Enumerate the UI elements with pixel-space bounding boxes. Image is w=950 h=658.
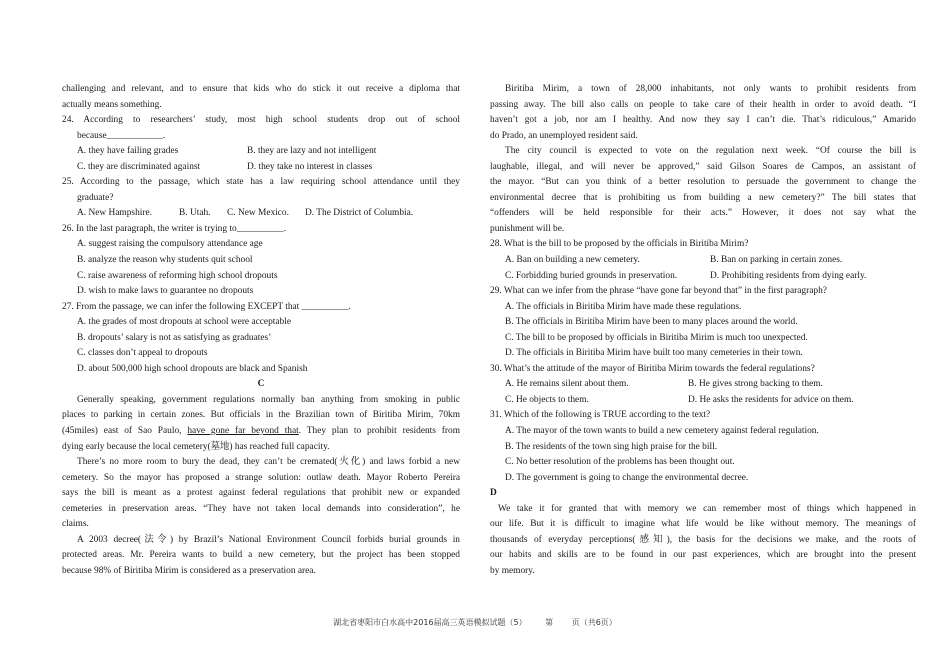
question-stem: 25. According to the passage, which state has a law requiring school attendance until they xyxy=(62,177,460,188)
underlined-phrase: have gone far beyond that xyxy=(187,426,299,437)
option-c: C. No better resolution of the problems has been thought out. xyxy=(505,457,735,468)
footer-page-prefix: 第 xyxy=(545,618,554,627)
text-line: Biritiba Mirim, a town of 28,000 inhabitants, not only wants to prohibit residents from xyxy=(505,84,916,94)
text-line: There’s no more room to bury the dead, they can’t be cremated(火化) and laws forbid a new xyxy=(77,457,460,468)
option-c: C. New Mexico. xyxy=(227,208,289,219)
text-line: passing away. The bill also calls on people to take care of their health in order to avoid death. “I xyxy=(490,99,916,110)
text-run: . They plan to prohibit residents from xyxy=(298,426,461,437)
option-row xyxy=(490,393,916,409)
question-29 xyxy=(490,284,916,362)
left-column xyxy=(62,82,460,580)
option-b: B. analyze the reason why students quit school xyxy=(77,255,253,266)
text-line: environmental decree that is prohibiting us from building a new cemetery?” The bill states that xyxy=(490,192,916,203)
text-line: We take it for granted that with memory we can remember most of things which happened in xyxy=(498,503,916,514)
option-b: B. Ban on parking in certain zones. xyxy=(710,255,843,266)
question-stem: 29. What can we infer from the phrase “have gone far beyond that” in the first paragraph? xyxy=(490,286,827,297)
text-line: A 2003 decree(法令) by Brazil’s National Environment Council forbids burial grounds in xyxy=(77,534,460,545)
text-line: our life. But it is difficult to imagine what life would be like without memory. The meanings of xyxy=(490,519,916,530)
text-line: places to parking in certain zones. But officials in the Brazilian town of Biritiba Mirim, 70km xyxy=(62,410,460,421)
option-row xyxy=(490,269,916,285)
footer-page-suffix: 页（共6页） xyxy=(571,618,617,627)
option-b: B. they are lazy and not intelligent xyxy=(247,146,377,157)
text-line: claims. xyxy=(62,519,89,530)
text-line: cemetery. So the mayor has proposed a strange solution: outlaw death. Mayor Roberto Pereira xyxy=(62,472,460,483)
option-d: D. The officials in Biritiba Mirim have built too many cemeteries in their town. xyxy=(505,348,803,359)
question-25 xyxy=(62,175,460,222)
text-line: The city council is expected to vote on the regulation next week. “Of course the bill is xyxy=(505,146,916,157)
option-row xyxy=(62,160,460,176)
option-a: A. Ban on building a new cemetery. xyxy=(505,255,640,266)
option-d: D. they take no interest in classes xyxy=(247,161,373,172)
right-column xyxy=(490,82,916,580)
text-line: challenging and relevant, and to ensure that kids who do stick it out receive a diploma that xyxy=(62,84,460,94)
text-line: thousands of everyday perceptions(感知), the basis for the decisions we make, and the roots of xyxy=(490,534,916,545)
option-d: D. wish to make laws to guarantee no dropouts xyxy=(77,286,254,297)
text-line: dying early because the local cemetery(墓地) has reached full capacity. xyxy=(62,441,330,452)
option-a: A. He remains silent about them. xyxy=(505,379,629,390)
text-line: actually means something. xyxy=(62,99,162,110)
text-line: our habits and skills are to be found in our past experiences, which are brought into the present xyxy=(490,550,916,561)
text-line: do Prado, an unemployed resident said. xyxy=(490,130,638,141)
text-line: Generally speaking, government regulations normally ban anything from smoking in public xyxy=(77,394,460,405)
passage-c xyxy=(62,393,460,580)
option-d: D. He asks the residents for advice on them. xyxy=(688,394,854,405)
option-c: C. The bill to be proposed by officials in Biritiba Mirim is much too unexpected. xyxy=(505,332,808,343)
option-row xyxy=(62,144,460,160)
option-c: C. raise awareness of reforming high school dropouts xyxy=(77,270,278,281)
text-line: haven’t got a job, nor am I healthy. And now they say I can’t die. That’s ridiculous,” Amarido xyxy=(490,115,916,126)
text-line: the mayor. “But can you think of a better resolution to persuade the government to change the xyxy=(490,177,916,188)
option-c: C. classes don’t appeal to dropouts xyxy=(77,348,208,359)
question-stem: 31. Which of the following is TRUE according to the text? xyxy=(490,410,711,421)
option-a: A. they have failing grades xyxy=(77,146,179,157)
option-d: D. The District of Columbia. xyxy=(305,208,414,219)
option-row xyxy=(490,253,916,269)
question-stem: 26. In the last paragraph, the writer is trying to__________. xyxy=(62,223,286,234)
option-d: D. The government is going to change the environmental decree. xyxy=(505,472,749,483)
option-c: C. He objects to them. xyxy=(505,394,589,405)
option-b: B. dropouts’ salary is not as satisfying as graduates’ xyxy=(77,332,272,343)
question-28 xyxy=(490,237,916,284)
option-b: B. Utah. xyxy=(179,208,211,219)
option-a: A. The mayor of the town wants to build a new cemetery against federal regulation. xyxy=(505,426,819,437)
page-footer xyxy=(0,617,950,628)
text-line: says the bill is meant as a protest against federal regulations that prohibit new or expanded xyxy=(62,488,460,499)
text-line: punishment will be. xyxy=(490,223,565,234)
question-30 xyxy=(490,362,916,409)
text-run: (45miles) east of Sao Paulo, xyxy=(62,426,188,437)
option-row xyxy=(62,206,460,222)
option-d: D. Prohibiting residents from dying early. xyxy=(710,270,867,281)
question-stem: 28. What is the bill to be proposed by the officials in Biritiba Mirim? xyxy=(490,239,749,250)
text-line: laughable, illegal, and will never be approved,” said Gilson Soares de Campos, an assistant of xyxy=(490,161,916,172)
text-line: protected areas. Mr. Pereira wants to build a new cemetery, but the project has been stopped xyxy=(62,550,460,561)
option-a: A. suggest raising the compulsory attendance age xyxy=(77,239,263,250)
option-a: A. the grades of most dropouts at school were acceptable xyxy=(77,317,291,328)
option-b: B. The officials in Biritiba Mirim have been to many places around the world. xyxy=(505,317,798,328)
text-line: by memory. xyxy=(490,565,535,576)
option-c: C. Forbidding buried grounds in preservation. xyxy=(505,270,678,281)
question-stem: 30. What’s the attitude of the mayor of Biritiba Mirim towards the federal regulations? xyxy=(490,363,815,374)
text-line: “offenders will be held responsible for their acts.” However, it does not say what the xyxy=(490,208,916,219)
question-27 xyxy=(62,300,460,378)
question-stem: 24. According to researchers’ study, most high school students drop out of school xyxy=(62,115,460,126)
option-row xyxy=(490,377,916,393)
question-24 xyxy=(62,113,460,175)
text-line xyxy=(62,424,460,440)
option-a: A. New Hampshire. xyxy=(77,208,152,219)
option-d: D. about 500,000 high school dropouts are black and Spanish xyxy=(77,363,308,374)
text-line: cemeteries in preservation areas. “They have not taken local demands into consideration”, he xyxy=(62,503,460,514)
option-a: A. The officials in Biritiba Mirim have made these regulations. xyxy=(505,301,742,312)
question-stem: because____________. xyxy=(77,130,166,141)
section-heading-c: C xyxy=(257,379,265,390)
option-b: B. The residents of the town sing high praise for the bill. xyxy=(505,441,718,452)
question-stem: 27. From the passage, we can infer the following EXCEPT that __________. xyxy=(62,301,351,312)
question-26 xyxy=(62,222,460,300)
option-c: C. they are discriminated against xyxy=(77,161,201,172)
question-stem: graduate? xyxy=(77,192,114,203)
passage-d xyxy=(490,502,916,580)
footer-title: 湖北省枣阳市白水高中2016届高三英语模拟试题（5） xyxy=(333,618,527,627)
option-b: B. He gives strong backing to them. xyxy=(688,379,823,390)
text-line: because 98% of Biritiba Mirim is considered as a preservation area. xyxy=(62,565,316,576)
passage-c-continued xyxy=(490,82,916,237)
question-31 xyxy=(490,408,916,486)
section-heading-d: D xyxy=(490,488,497,499)
